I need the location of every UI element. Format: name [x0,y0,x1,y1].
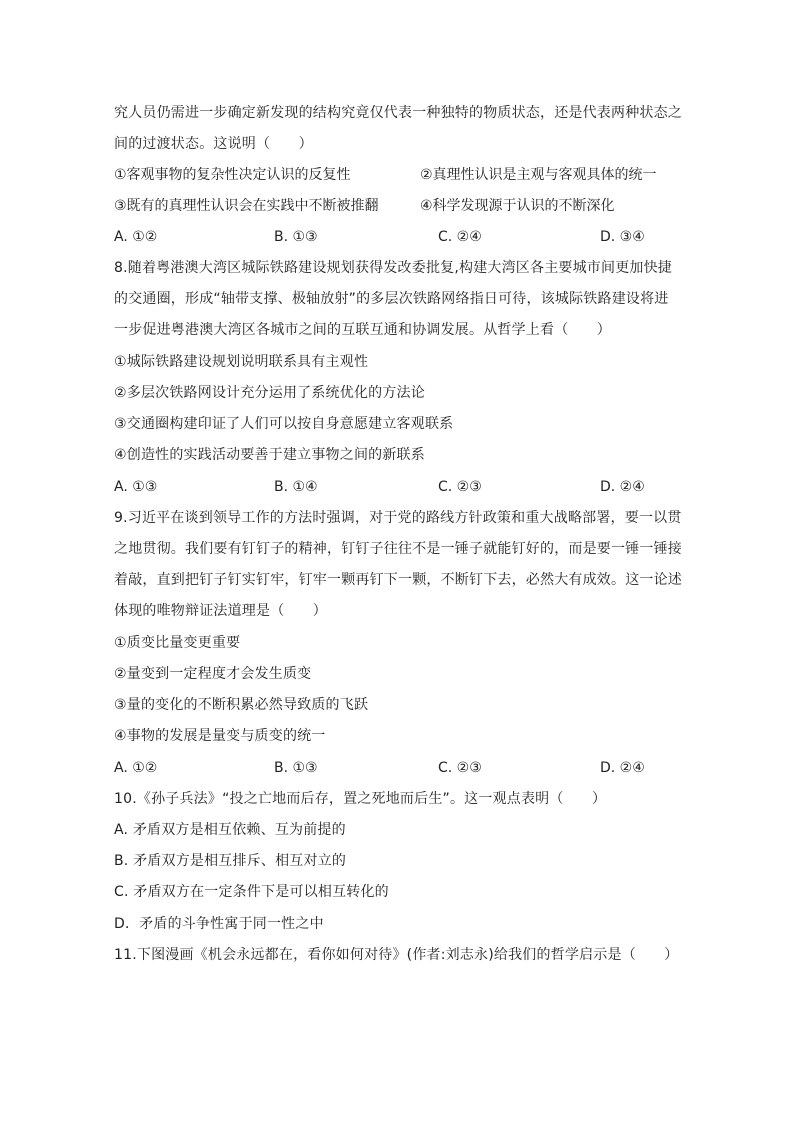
q9-statement-4: ④事物的发展是量变与质变的统一 [114,728,326,744]
q7-choice-a[interactable]: A. ①② [114,229,158,245]
q8-choice-c[interactable]: C. ②③ [438,479,482,495]
q10-choice-b[interactable]: B. 矛盾双方是相互排斥、相互对立的 [114,853,347,869]
q9-stem-line-3: 着敲，直到把钉子钉实钉牢，钉牢一颗再钉下一颗，不断钉下去，必然大有成效。这一论述 [114,572,682,588]
q8-stem-line-2: 的交通圈，形成“轴带支撑、极轴放射”的多层次铁路网络指日可待，该城际铁路建设将进 [114,291,669,307]
q8-stem-line-1: 8.随着粤港澳大湾区城际铁路建设规划获得发改委批复,构建大湾区各主要城市间更加快捷 [114,260,673,276]
q9-choice-d[interactable]: D. ②④ [600,760,645,776]
q8-choice-a[interactable]: A. ①③ [114,479,158,495]
q8-statement-1: ①城际铁路建设规划说明联系具有主观性 [114,354,369,370]
q8-choice-d[interactable]: D. ②④ [600,479,645,495]
q7-statement-1: ①客观事物的复杂性决定认识的反复性 [114,167,351,183]
q7-statement-3: ③既有的真理性认识会在实践中不断被推翻 [114,198,379,214]
q10-choice-d[interactable]: D．矛盾的斗争性寓于同一性之中 [114,916,324,932]
q10-stem-line-1: 10.《孙子兵法》“投之亡地而后存，置之死地而后生”。这一观点表明（ ） [114,791,607,807]
q8-statement-3: ③交通圈构建印证了人们可以按自身意愿建立客观联系 [114,416,454,432]
q10-choice-a[interactable]: A. 矛盾双方是相互依赖、互为前提的 [114,822,346,838]
q8-statement-2: ②多层次铁路网设计充分运用了系统优化的方法论 [114,385,425,401]
q9-statement-2: ②量变到一定程度才会发生质变 [114,666,312,682]
q9-statement-1: ①质变比量变更重要 [114,635,241,651]
q9-choice-c[interactable]: C. ②③ [438,760,482,776]
q7-choice-b[interactable]: B. ①③ [274,229,318,245]
q9-stem-line-2: 之地贯彻。我们要有钉钉子的精神，钉钉子往往不是一锤子就能钉好的，而是要一锤一锤接 [114,541,682,557]
q7-stem-line-1: 究人员仍需进一步确定新发现的结构究竟仅代表一种独特的物质状态，还是代表两种状态之 [114,105,682,121]
q9-choice-b[interactable]: B. ①③ [274,760,318,776]
q7-statement-4: ④科学发现源于认识的不断深化 [420,198,615,214]
q8-statement-4: ④创造性的实践活动要善于建立事物之间的新联系 [114,447,425,463]
q7-statement-2: ②真理性认识是主观与客观具体的统一 [420,167,657,183]
q11-stem-line-1: 11.下图漫画《机会永远都在，看你如何对待》(作者:刘志永)给我们的哲学启示是（ ） [114,947,679,963]
q9-stem-line-1: 9.习近平在谈到领导工作的方法时强调，对于党的路线方针政策和重大战略部署，要一以贯 [114,510,682,526]
q7-choice-c[interactable]: C. ②④ [438,229,482,245]
q10-choice-c[interactable]: C. 矛盾双方在一定条件下是可以相互转化的 [114,884,389,900]
q7-stem-line-2: 间的过渡状态。这说明（ ） [114,136,313,152]
q7-choice-d[interactable]: D. ③④ [600,229,645,245]
q9-stem-line-4: 体现的唯物辩证法道理是（ ） [114,603,327,619]
q8-choice-b[interactable]: B. ①④ [274,479,318,495]
q9-choice-a[interactable]: A. ①② [114,760,158,776]
q8-stem-line-3: 一步促进粤港澳大湾区各城市之间的互联互通和协调发展。从哲学上看（ ） [114,322,611,338]
q9-statement-3: ③量的变化的不断积累必然导致质的飞跃 [114,697,369,713]
